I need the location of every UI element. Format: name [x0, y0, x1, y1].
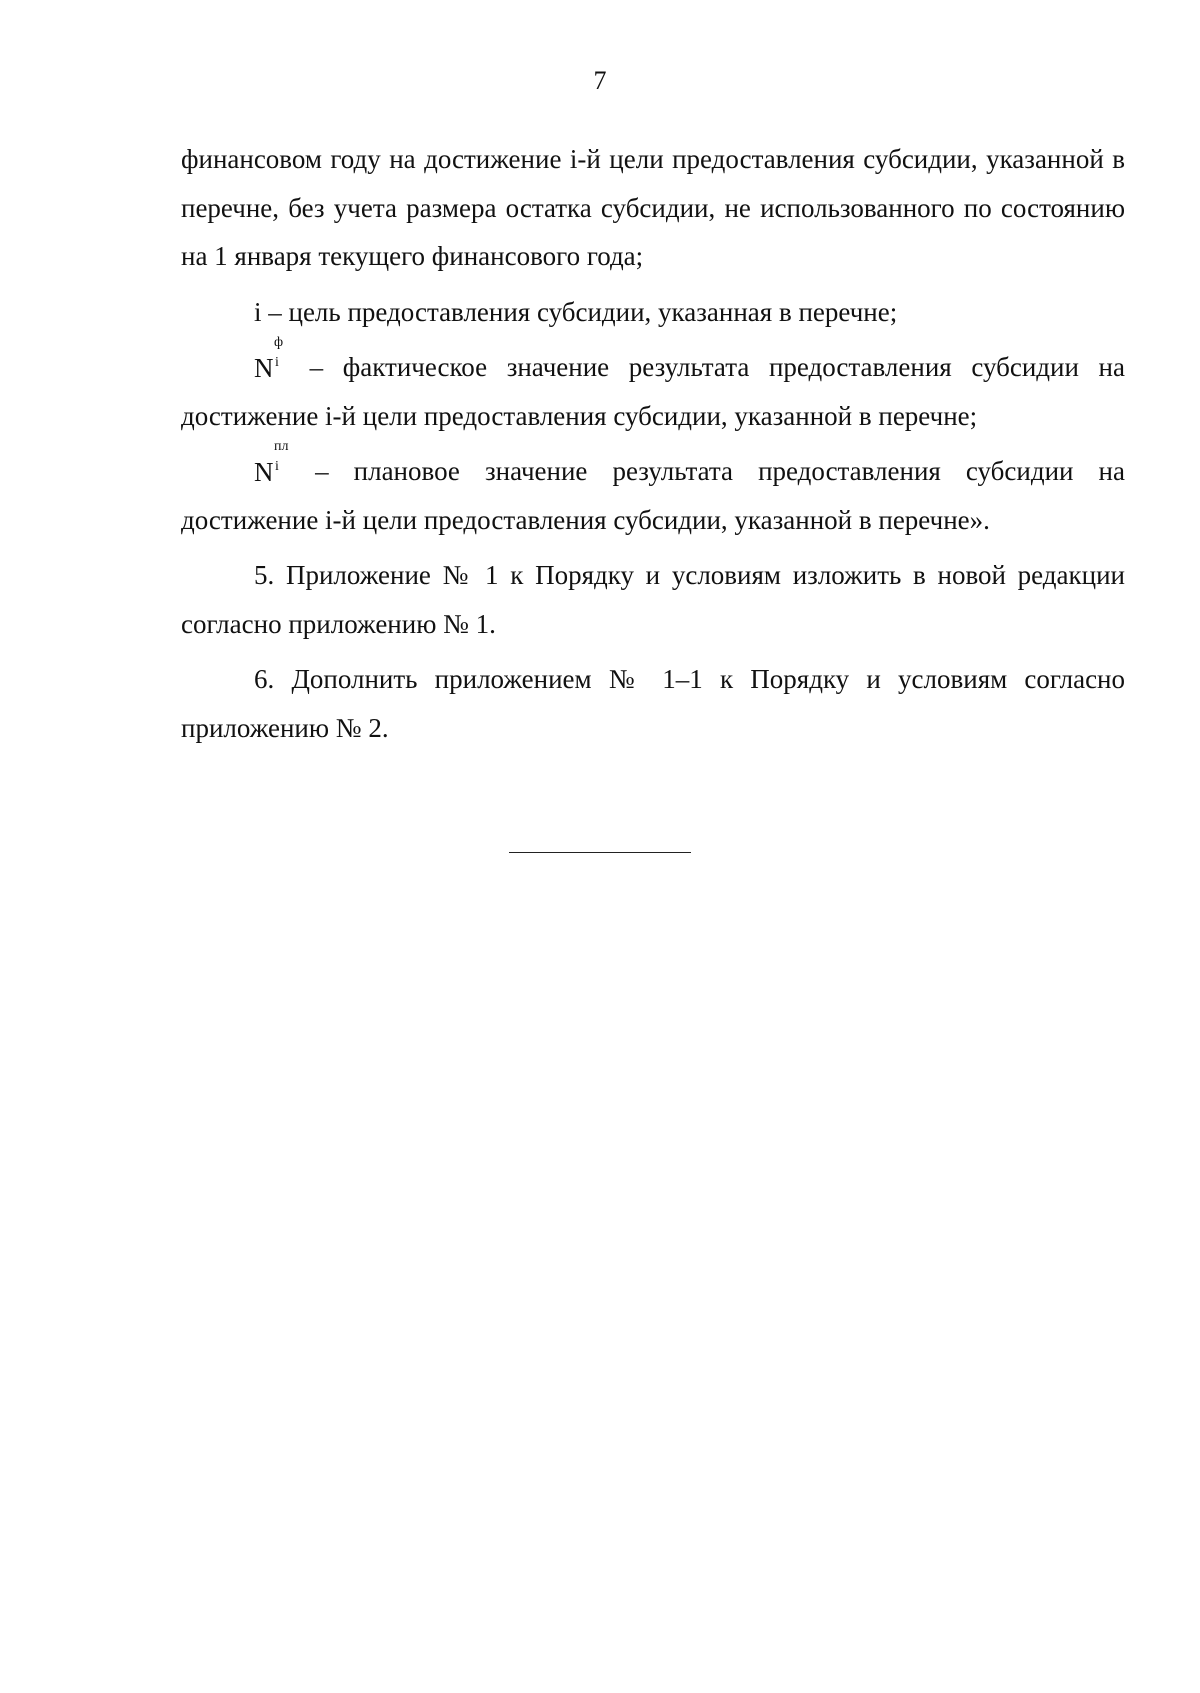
paragraph-continuation: финансовом году на достижение і-й цели предоставления субсидии, указанной в перечне, без учета размера остатка субсидии, не использованного по состоянию на 1 января текущего финансового года;: [181, 144, 1125, 271]
n-plan-subscript: і: [275, 459, 279, 474]
n-plan-base: N: [254, 457, 274, 487]
n-fact-definition-text: – фактическое значение результата предоставления субсидии на достижение і-й цели предоставления субсидии, указанной в перечне;: [181, 352, 1125, 431]
page-number: 7: [593, 66, 607, 95]
paragraph-definition-n-fact: [181, 335, 1125, 440]
n-fact-symbol: [254, 335, 290, 383]
paragraph-definition-n-plan: [181, 439, 1125, 544]
closing-rule: [509, 852, 691, 853]
n-plan-symbol: [254, 439, 290, 487]
paragraph-definition-i: і – цель предоставления субсидии, указанная в перечне;: [254, 296, 898, 327]
paragraph-item-5: 5. Приложение № 1 к Порядку и условиям изложить в новой редакции согласно приложению № 1.: [181, 560, 1125, 639]
paragraph-item-6: 6. Дополнить приложением № 1–1 к Порядку и условиям согласно приложению № 2.: [181, 664, 1125, 743]
n-fact-base: N: [254, 353, 274, 383]
n-fact-superscript: ф: [274, 335, 284, 350]
document-body: [181, 135, 1125, 759]
n-fact-subscript: і: [275, 355, 279, 370]
n-plan-superscript: пл: [274, 439, 289, 454]
n-plan-definition-text: – плановое значение результата предоставления субсидии на достижение і-й цели предоставления субсидии, указанной в перечне».: [181, 456, 1125, 535]
